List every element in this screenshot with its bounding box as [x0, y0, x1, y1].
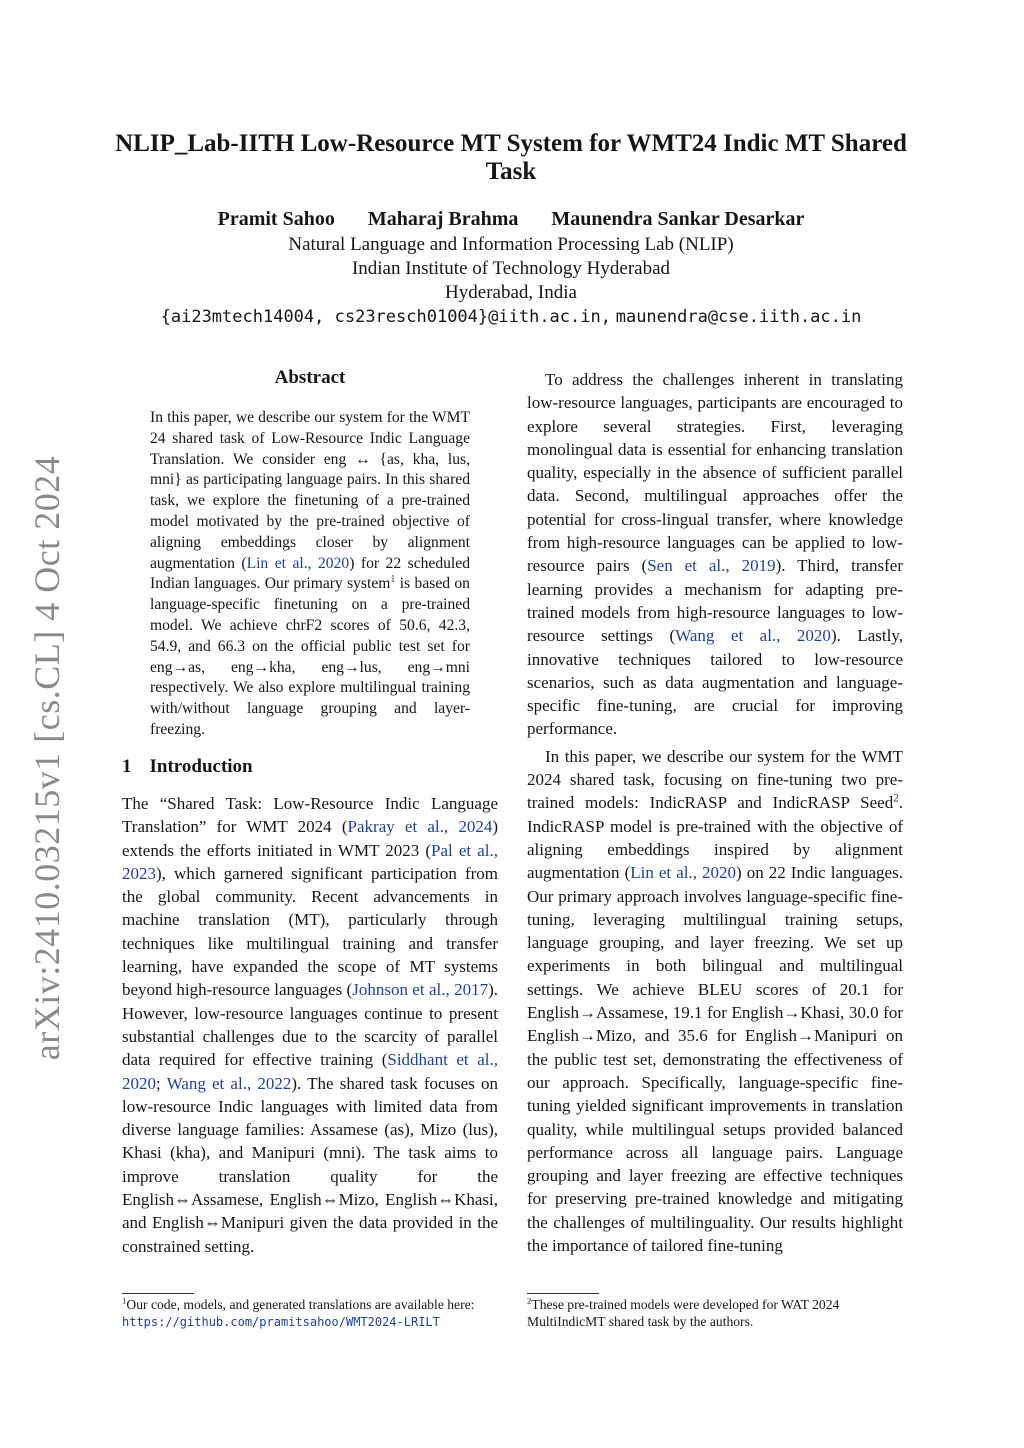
affiliation-institute: Indian Institute of Technology Hyderabad: [351, 258, 671, 279]
footnote-2: [527, 1296, 907, 1330]
text-run: ). Lastly, innovative techniques tailored to low-resource scenarios, such as data augmentation and language-specific fine-tuning, are crucial for improving performance.: [527, 626, 903, 739]
footnote-marker[interactable]: 1: [390, 574, 396, 586]
github-link[interactable]: https://github.com/pramitsahoo/WMT2024-LRILT: [122, 1315, 440, 1329]
section-title: Introduction: [149, 756, 253, 777]
author-list: [110, 208, 912, 231]
abstract-text: [150, 408, 470, 741]
text-run: ). The shared task focuses on low-resource Indic languages with limited data from diverse language families: Assamese (as), Mizo (lus), Khasi (kha), and Manipuri (mni). The task aims to improve translation quality for the English⇔Assamese, English⇔Mizo, English⇔Khasi, and English⇔Manipuri given the data provided in the constrained setting.: [122, 1073, 498, 1256]
text-run: The “Shared Task: Low-Resource Indic Language Translation” for WMT 2024 (: [122, 794, 498, 837]
text-run: ) extends the efforts initiated in WMT 2023 (: [122, 817, 498, 860]
affiliation-block: [110, 233, 912, 329]
email-iith[interactable]: {ai23mtech14004, cs23resch01004}@iith.ac.in,: [160, 307, 611, 327]
footnote-text: These pre-trained models were developed for WAT 2024 MultiIndicMT shared task by the authors.: [527, 1297, 840, 1329]
citation-link[interactable]: Lin et al., 2020: [630, 863, 736, 883]
text-run: ), which garnered significant participation from the global community. Recent advancements in machine translation (MT), particularly through techniques like multilingual training and transfer learning, have expanded the scope of MT systems beyond high-resource languages (: [122, 863, 498, 1000]
section-number: 1: [122, 756, 132, 777]
footnote-number: 2: [527, 1295, 532, 1306]
author-name: Maunendra Sankar Desarkar: [551, 208, 805, 230]
author-name: Pramit Sahoo: [217, 208, 335, 230]
footnote-divider: [527, 1293, 599, 1294]
introduction-left-column: [122, 792, 498, 1258]
text-run: ;: [156, 1073, 167, 1093]
footnote-text: Our code, models, and generated translations are available here:: [126, 1297, 475, 1312]
section-heading-introduction: [122, 756, 253, 778]
author-emails: [110, 305, 912, 329]
citation-link[interactable]: Pal et al., 2023: [122, 840, 499, 883]
abstract-run: is based on language-specific finetuning on a pre-trained model. We achieve chrF2 scores of 50.6, 42.3, 54.9, and 66.3 on the official public test set for eng→as, eng→kha, eng→lus, eng→mni respectively. We also explore multilingual training with/without language grouping and layer-freezing.: [150, 575, 470, 738]
email-cse[interactable]: maunendra@cse.iith.ac.in: [615, 307, 862, 327]
text-run: ). However, low-resource languages continue to present substantial challenges due to the scarcity of parallel data required for effective training (: [122, 980, 498, 1070]
footnote-marker[interactable]: 2: [893, 792, 899, 805]
text-run: ). Third, transfer learning provides a mechanism for adapting pre-trained models from high-resource languages to low-resource settings (: [527, 556, 904, 646]
paragraph: [527, 745, 903, 1258]
affiliation-lab: Natural Language and Information Processing Lab (NLIP): [288, 234, 734, 255]
footnote-divider: [122, 1293, 194, 1294]
footnote-1: [122, 1296, 502, 1331]
citation-link[interactable]: Siddhant et al., 2020: [122, 1050, 499, 1093]
text-run: ) on 22 Indic languages. Our primary approach involves language-specific fine-tuning, leveraging multilingual training setups, language grouping, and layer freezing. We set up experiments in both bilingual and multilingual settings. We achieve BLEU scores of 20.1 for English→Assamese, 19.1 for English→Khasi, 30.0 for English→Mizo, and 35.6 for English→Manipuri on the public test set, demonstrating the effectiveness of our approach. Specifically, language-specific fine-tuning yielded significant improvements in translation quality, while multilingual setups provided balanced performance across all language pairs. Language grouping and layer freezing are effective techniques for preserving pre-trained knowledge and mitigating the challenges of multilinguality. Our results highlight the importance of tailored fine-tuning: [527, 863, 903, 1255]
affiliation-location: Hyderabad, India: [445, 282, 577, 303]
citation-link[interactable]: Wang et al., 2022: [166, 1073, 292, 1093]
citation-link[interactable]: Wang et al., 2020: [675, 626, 831, 646]
text-run: . IndicRASP model is pre-trained with the objective of aligning embeddings inspired by alignment augmentation (: [527, 793, 903, 883]
citation-link[interactable]: Pakray et al., 2024: [347, 817, 493, 837]
abstract-heading: Abstract: [274, 367, 346, 388]
right-column: [527, 368, 903, 1261]
author-name: Maharaj Brahma: [367, 208, 519, 230]
paragraph: [122, 792, 498, 1258]
paragraph: [527, 368, 903, 741]
citation-link[interactable]: Johnson et al., 2017: [352, 980, 489, 1000]
arxiv-sidebar: [18, 455, 76, 1061]
text-run: To address the challenges inherent in translating low-resource languages, participants are encouraged to explore several strategies. First, leveraging monolingual data is essential for enhancing translation quality, especially in the absence of sufficient parallel data. Second, multilingual approaches offer the potential for cross-lingual transfer, where knowledge from high-resource languages can be applied to low-resource pairs (: [527, 370, 903, 576]
citation-link[interactable]: Sen et al., 2019: [647, 556, 776, 576]
arxiv-identifier: arXiv:2410.03215v1 [cs.CL] 4 Oct 2024: [27, 455, 68, 1061]
abstract-run: In this paper, we describe our system for the WMT 24 shared task of Low-Resource Indic Language Translation. We consider eng ↔ {as, kha, lus, mni} as participating language pairs. In this shared task, we explore the finetuning of a pre-trained model motivated by the pre-trained objective of aligning embeddings closer by alignment augmentation (: [150, 409, 470, 572]
citation-link[interactable]: Lin et al., 2020: [246, 554, 350, 572]
abstract-run: ) for 22 scheduled Indian languages. Our primary system: [150, 554, 470, 593]
text-run: In this paper, we describe our system for the WMT 2024 shared task, focusing on fine-tuning two pre-trained models: IndicRASP and IndicRASP Seed: [527, 746, 903, 813]
footnote-number: 1: [122, 1295, 127, 1306]
paper-title: NLIP_Lab-IITH Low-Resource MT System for WMT24 Indic MT Shared Task: [115, 130, 907, 185]
